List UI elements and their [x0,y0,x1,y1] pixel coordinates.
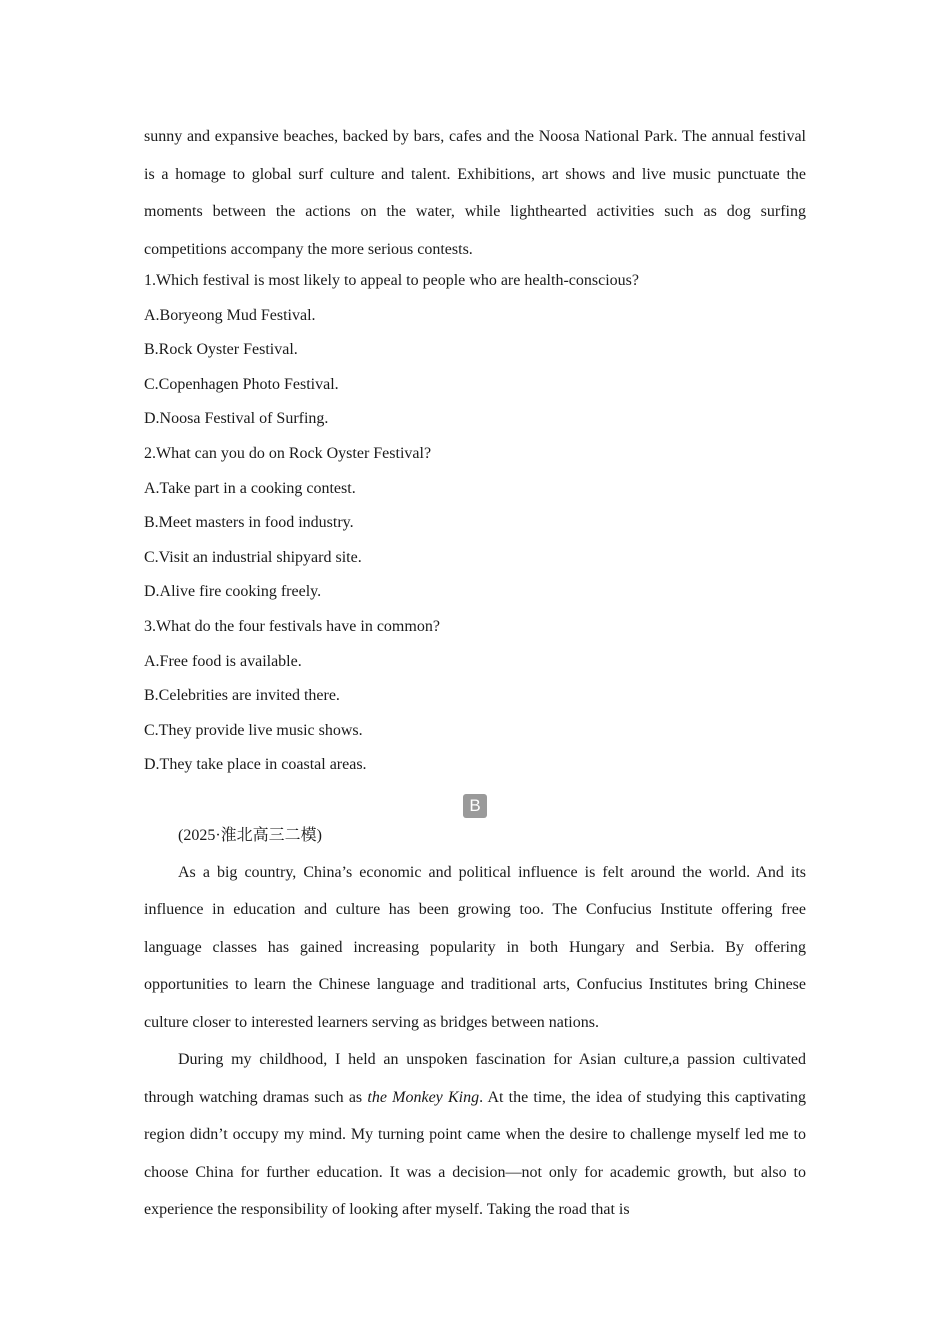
answer-option: D.Noosa Festival of Surfing. [144,410,329,428]
question-stem: 3.What do the four festivals have in common? [144,617,440,635]
question-stem: 1.Which festival is most likely to appeal to people who are health-conscious? [144,272,639,289]
answer-option: B.Rock Oyster Festival. [144,341,298,359]
answer-option: C.Visit an industrial shipyard site. [144,548,362,566]
question-2 [144,444,806,617]
section-b-badge: B [463,794,487,818]
question-3 [144,617,806,790]
answer-option: A.Boryeong Mud Festival. [144,306,316,324]
answer-option: A.Free food is available. [144,652,302,670]
passage-a-tail: sunny and expansive beaches, backed by bars, cafes and the Noosa National Park. The annual festival is a homage to global surf culture and talent. Exhibitions, art shows and live music punctuate the moments between the actions on the water, while lighthearted activities such as dog surfing competitions accompany the more serious contests. [144,128,806,258]
answer-option: C.Copenhagen Photo Festival. [144,375,339,393]
question-stem: 2.What can you do on Rock Oyster Festival? [144,444,432,462]
document-page [144,118,806,1229]
answer-option: D.They take place in coastal areas. [144,756,367,774]
question-1 [144,271,806,444]
paragraph-text: During my childhood, I held an unspoken fascination for Asian culture,a passion cultivated through watching dramas such as [144,1051,806,1106]
answer-option: A.Take part in a cooking contest. [144,479,356,497]
answer-option: B.Meet masters in food industry. [144,514,354,532]
answer-option: D.Alive fire cooking freely. [144,583,322,601]
passage-source: (2025·淮北高三二模) [178,826,322,844]
drama-title: the Monkey King [367,1088,480,1106]
answer-option: C.They provide live music shows. [144,721,363,739]
paragraph-text: . At the time, the idea of studying this captivating region didn’t occupy my mind. My turning point came when the desire to challenge myself led me to choose China for further education. It was a decision—not only for academic growth, but also to experience the responsibility of looking after myself. Taking the road that is [144,1088,807,1219]
answer-option: B.Celebrities are invited there. [144,687,340,705]
passage-b-paragraph-2 [144,1041,806,1229]
passage-b-paragraph-1: As a big country, China’s economic and political influence is felt around the world. And its influence in education and culture has been growing too. The Confucius Institute offering free language classes has gained increasing popularity in both Hungary and Serbia. By offering opportunities to learn the Chinese language and traditional arts, Confucius Institutes bring Chinese culture closer to interested learners serving as bridges between nations. [144,863,806,1031]
